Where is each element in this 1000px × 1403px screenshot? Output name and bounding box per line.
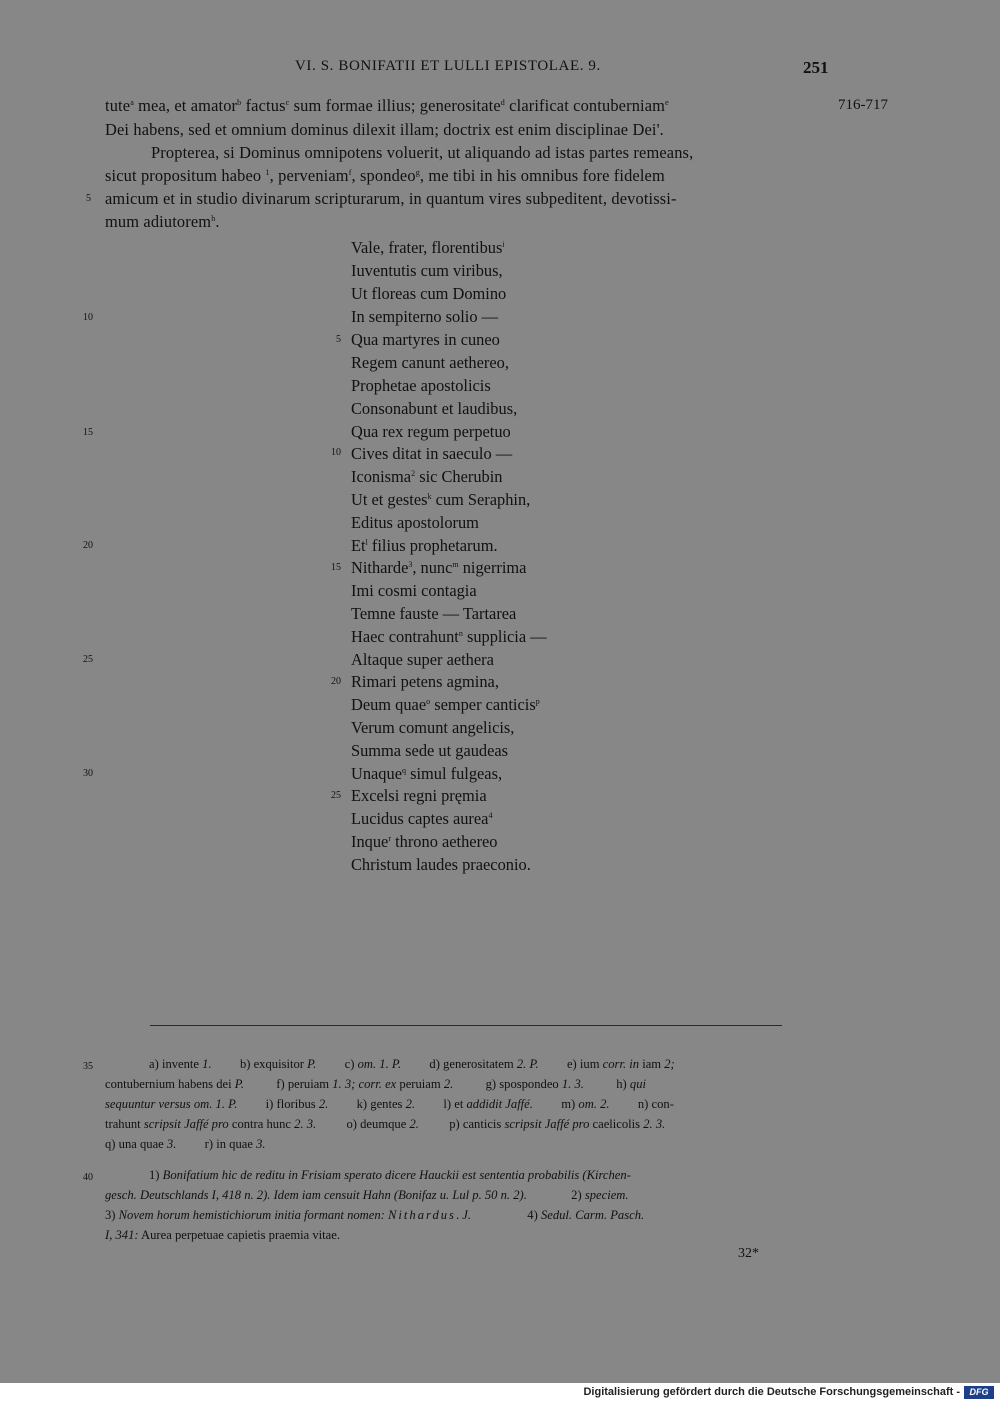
apparatus-mark: p xyxy=(535,697,540,706)
prose-line-3: Propterea, si Dominus omnipotens voluerit, ut aliquando ad istas partes remeans, xyxy=(151,143,694,162)
apparatus-mark: e xyxy=(665,98,669,107)
note-text: Aurea perpetuae capietis praemia vitae. xyxy=(138,1228,340,1242)
apparatus-italic: scripsit Jaffé pro xyxy=(143,1117,229,1131)
apparatus-text: generositatem xyxy=(439,1057,517,1071)
verse-text: Et xyxy=(351,536,366,555)
poem-line xyxy=(351,284,506,304)
apparatus-italic: P. xyxy=(307,1057,317,1071)
poem-line xyxy=(351,330,500,350)
apparatus-mark: i xyxy=(502,240,505,249)
verse-text: Vale, frater, florentibus xyxy=(351,238,503,257)
apparatus-italic: sequuntur versus om. 1. P. xyxy=(105,1097,238,1111)
verse-text: Consonabunt et laudibus, xyxy=(351,399,518,418)
poem-line xyxy=(351,536,498,556)
apparatus-text: iam xyxy=(639,1057,665,1071)
apparatus-italic: corr. in xyxy=(602,1057,640,1071)
poem-line xyxy=(351,513,479,533)
margin-year: 716-717 xyxy=(838,97,888,113)
apparatus-label: m) xyxy=(561,1097,576,1111)
verse-text: Iconisma xyxy=(351,467,412,486)
apparatus-label: g) xyxy=(485,1077,497,1091)
verse-text: Inque xyxy=(351,832,389,851)
note-mark: 3 xyxy=(408,560,413,569)
apparatus-label: p) xyxy=(449,1117,460,1131)
verse-text: simul fulgeas, xyxy=(405,764,503,783)
verse-text: sic Cherubin xyxy=(415,467,503,486)
prose-line-4 xyxy=(105,166,665,186)
verse-text: Qua rex regum perpetuo xyxy=(351,422,511,441)
apparatus-mark: g xyxy=(415,168,420,177)
verse-number: 10 xyxy=(331,447,341,458)
apparatus-italic: 1. xyxy=(202,1057,212,1071)
apparatus-italic: om. 2. xyxy=(578,1097,610,1111)
verse-text: nigerrima xyxy=(458,558,527,577)
note-italic: Sedul. Carm. Pasch. xyxy=(540,1208,645,1222)
verse-text: Temne fauste — Tartarea xyxy=(351,604,517,623)
note-label: 2) xyxy=(571,1188,582,1202)
running-title: VI. S. BONIFATII ET LULLI EPISTOLAE. 9. xyxy=(295,58,601,74)
verse-text: filius prophetarum. xyxy=(367,536,498,555)
apparatus-label: h) xyxy=(616,1077,627,1091)
note-italic: speciem. xyxy=(584,1188,629,1202)
apparatus-label: k) xyxy=(356,1097,368,1111)
apparatus-text: in quae xyxy=(213,1137,257,1151)
apparatus-italic: 3. xyxy=(166,1137,177,1151)
verse-text: Rimari petens agmina, xyxy=(351,672,499,691)
apparatus-mark: d xyxy=(500,98,505,107)
funding-credit: Digitalisierung gefördert durch die Deutsche Forschungsgemeinschaft - xyxy=(583,1386,960,1398)
apparatus-italic: om. 1. P. xyxy=(357,1057,402,1071)
apparatus-text: contra hunc xyxy=(228,1117,295,1131)
note-line-1 xyxy=(149,1168,631,1183)
apparatus-italic: 2. 3. xyxy=(643,1117,666,1131)
note-italic: J. xyxy=(462,1208,471,1222)
page-line-number: 10 xyxy=(83,312,93,323)
apparatus-label: l) xyxy=(443,1097,452,1111)
apparatus-label: q) xyxy=(105,1137,116,1151)
apparatus-line-2 xyxy=(105,1077,646,1092)
poem-line xyxy=(351,627,547,647)
verse-text: Ut et gestes xyxy=(351,490,428,509)
poem-line xyxy=(351,855,531,875)
verse-text: Verum comunt angelicis, xyxy=(351,718,515,737)
page-line-number: 30 xyxy=(83,768,93,779)
apparatus-text: et xyxy=(451,1097,467,1111)
verse-text: In sempiterno solio — xyxy=(351,307,499,326)
apparatus-label: d) xyxy=(429,1057,440,1071)
note-label: 3) xyxy=(105,1208,116,1222)
apparatus-text: exquisitor xyxy=(250,1057,308,1071)
apparatus-label: r) xyxy=(204,1137,214,1151)
poem-line xyxy=(351,353,509,373)
apparatus-text: con- xyxy=(648,1097,674,1111)
apparatus-text: caelicolis xyxy=(589,1117,644,1131)
apparatus-mark: o xyxy=(426,697,431,706)
apparatus-mark: l xyxy=(365,538,368,547)
poem-line xyxy=(351,581,477,601)
apparatus-line-3 xyxy=(105,1097,674,1112)
apparatus-italic: 2; xyxy=(664,1057,675,1071)
prose-line-6 xyxy=(105,212,220,232)
poem-line xyxy=(351,764,502,784)
poem-line xyxy=(351,832,498,852)
note-spaced: Nithardus xyxy=(388,1208,456,1222)
verse-text: Deum quae xyxy=(351,695,427,714)
apparatus-italic: P. xyxy=(234,1077,244,1091)
apparatus-italic: 2. P. xyxy=(516,1057,539,1071)
prose-line-1 xyxy=(105,96,669,116)
prose-text: tute xyxy=(105,96,131,115)
poem-line xyxy=(351,650,494,670)
apparatus-label: i) xyxy=(265,1097,274,1111)
poem-line xyxy=(351,741,508,761)
apparatus-text: peruiam xyxy=(396,1077,444,1091)
verse-text: Regem canunt aethereo, xyxy=(351,353,509,372)
page-line-number: 25 xyxy=(83,654,93,665)
verse-text: supplicia — xyxy=(462,627,547,646)
prose-text: clarificat contuberniam xyxy=(504,96,666,115)
apparatus-mark: n xyxy=(458,629,463,638)
apparatus-mark: f xyxy=(348,168,352,177)
apparatus-italic: addidit Jaffé. xyxy=(466,1097,533,1111)
poem-line xyxy=(351,558,526,578)
dfg-logo[interactable]: DFG xyxy=(964,1386,994,1399)
note-line-3: 3) Novem horum hemistichiorum initia formant nomen: Nithardus. J. 4) Sedul. Carm. Pasch. xyxy=(105,1208,645,1222)
apparatus-text: peruiam xyxy=(284,1077,333,1091)
poem-line xyxy=(351,786,487,806)
apparatus-label: e) xyxy=(566,1057,577,1071)
note-mark: 4 xyxy=(488,811,493,820)
verse-text: Nitharde xyxy=(351,558,409,577)
verse-text: cum Seraphin, xyxy=(431,490,531,509)
footnote-rule xyxy=(150,1025,782,1026)
prose-text: sum formae illius; generositate xyxy=(289,96,501,115)
apparatus-text: ium xyxy=(576,1057,603,1071)
note-line-2 xyxy=(105,1188,629,1203)
poem-line xyxy=(351,467,503,487)
apparatus-text: invente xyxy=(158,1057,203,1071)
page-line-number: 20 xyxy=(83,540,93,551)
verse-text: Imi cosmi contagia xyxy=(351,581,477,600)
note-italic: gesch. Deutschlands I, 418 n. 2). Idem iam censuit Hahn (Bonifaz u. Lul p. 50 n. 2). xyxy=(105,1188,527,1202)
poem-line xyxy=(351,422,511,442)
apparatus-line-1 xyxy=(149,1057,675,1072)
prose-line-2: Dei habens, sed et omnium dominus dilexit illam; doctrix est enim disciplinae Dei'. xyxy=(105,120,664,139)
apparatus-italic: 2. 3. xyxy=(294,1117,317,1131)
apparatus-line-4 xyxy=(105,1117,665,1132)
verse-text: Excelsi regni pręmia xyxy=(351,786,487,805)
apparatus-mark: a xyxy=(130,98,134,107)
apparatus-mark: k xyxy=(427,492,432,501)
note-italic: Bonifatium hic de reditu in Frisiam sperato dicere Hauckii est sententia probabilis (Kirchen- xyxy=(162,1168,631,1182)
verse-text: Christum laudes praeconio. xyxy=(351,855,531,874)
note-italic: I, 341: xyxy=(105,1228,139,1242)
poem-line xyxy=(351,604,516,624)
page-line-number: 40 xyxy=(83,1172,93,1183)
poem-line xyxy=(351,238,505,258)
prose-text: mum adiutorem xyxy=(105,212,212,231)
apparatus-italic: 2. xyxy=(409,1117,419,1131)
verse-number: 25 xyxy=(331,790,341,801)
apparatus-mark: c xyxy=(285,98,290,107)
note-mark: 2 xyxy=(411,469,416,478)
prose-line-5: amicum et in studio divinarum scripturarum, in quantum vires subpeditent, devotissi- xyxy=(105,189,677,208)
verse-text: Altaque super aethera xyxy=(351,650,494,669)
prose-text: , perveniam xyxy=(269,166,349,185)
apparatus-mark: b xyxy=(237,98,242,107)
poem-line xyxy=(351,444,512,464)
verse-text: semper canticis xyxy=(430,695,536,714)
apparatus-label: c) xyxy=(344,1057,355,1071)
verse-number: 20 xyxy=(331,676,341,687)
apparatus-label: o) xyxy=(346,1117,357,1131)
verse-number: 5 xyxy=(336,334,341,345)
note-line-4 xyxy=(105,1228,340,1243)
apparatus-text: spospondeo xyxy=(496,1077,562,1091)
apparatus-mark: m xyxy=(452,560,459,569)
apparatus-italic: qui xyxy=(629,1077,646,1091)
prose-text: , me tibi in his omnibus fore fidelem xyxy=(419,166,665,185)
verse-text: , nunc xyxy=(412,558,453,577)
apparatus-label: f) xyxy=(276,1077,285,1091)
apparatus-label: a) xyxy=(149,1057,159,1071)
prose-text: mea, et amator xyxy=(133,96,238,115)
page-line-number: 35 xyxy=(83,1061,93,1072)
apparatus-text: una quae xyxy=(115,1137,167,1151)
verse-text: Cives ditat in saeculo — xyxy=(351,444,513,463)
note-label: 1) xyxy=(149,1168,160,1182)
apparatus-text: trahunt xyxy=(105,1117,144,1131)
verse-text: Haec contrahunt xyxy=(351,627,459,646)
poem-line xyxy=(351,261,503,281)
prose-text: factus xyxy=(241,96,286,115)
prose-text: . xyxy=(215,212,220,231)
apparatus-italic: 2. xyxy=(318,1097,329,1111)
verse-text: Qua martyres in cuneo xyxy=(351,330,500,349)
apparatus-italic: 1. 3; corr. ex xyxy=(332,1077,397,1091)
footer-strip xyxy=(0,1383,1000,1403)
note-label: 4) xyxy=(527,1208,538,1222)
prose-text: sicut propositum habeo xyxy=(105,166,266,185)
page-line-number: 15 xyxy=(83,427,93,438)
apparatus-label: n) xyxy=(637,1097,649,1111)
poem-line xyxy=(351,718,514,738)
apparatus-italic: 2. xyxy=(405,1097,416,1111)
line-number: 5 xyxy=(86,193,91,204)
apparatus-mark: q xyxy=(401,766,406,775)
verse-text: Lucidus captes aurea xyxy=(351,809,489,828)
apparatus-italic: 3. xyxy=(256,1137,266,1151)
apparatus-mark: h xyxy=(211,214,216,223)
poem-line xyxy=(351,809,492,829)
apparatus-italic: 2. xyxy=(443,1077,454,1091)
poem-line xyxy=(351,399,517,419)
verse-text: Ut floreas cum Domino xyxy=(351,284,507,303)
poem-line xyxy=(351,307,498,327)
verse-text: Unaque xyxy=(351,764,402,783)
note-mark: 1 xyxy=(265,168,270,177)
apparatus-italic: scripsit Jaffé pro xyxy=(504,1117,590,1131)
sheet-signature: 32* xyxy=(738,1246,759,1261)
page-number: 251 xyxy=(803,58,829,77)
apparatus-text: contubernium habens dei xyxy=(105,1077,235,1091)
poem-line xyxy=(351,672,499,692)
apparatus-text: deumque xyxy=(356,1117,410,1131)
poem-line xyxy=(351,490,530,510)
poem-line xyxy=(351,376,491,396)
verse-number: 15 xyxy=(331,562,341,573)
apparatus-text: gentes xyxy=(367,1097,406,1111)
verse-text: Iuventutis cum viribus, xyxy=(351,261,503,280)
poem-line xyxy=(351,695,540,715)
apparatus-label: b) xyxy=(239,1057,251,1071)
note-italic: Novem horum hemistichiorum initia formant nomen: xyxy=(118,1208,385,1222)
apparatus-mark: r xyxy=(388,834,391,843)
apparatus-line-5 xyxy=(105,1137,266,1152)
apparatus-italic: 1. 3. xyxy=(561,1077,584,1091)
prose-text: , spondeo xyxy=(351,166,416,185)
verse-text: Prophetae apostolicis xyxy=(351,376,491,395)
verse-text: throno aethereo xyxy=(391,832,498,851)
verse-text: Summa sede ut gaudeas xyxy=(351,741,509,760)
verse-text: Editus apostolorum xyxy=(351,513,479,532)
apparatus-text: canticis xyxy=(459,1117,505,1131)
running-head xyxy=(0,58,1000,80)
apparatus-text: floribus xyxy=(273,1097,319,1111)
